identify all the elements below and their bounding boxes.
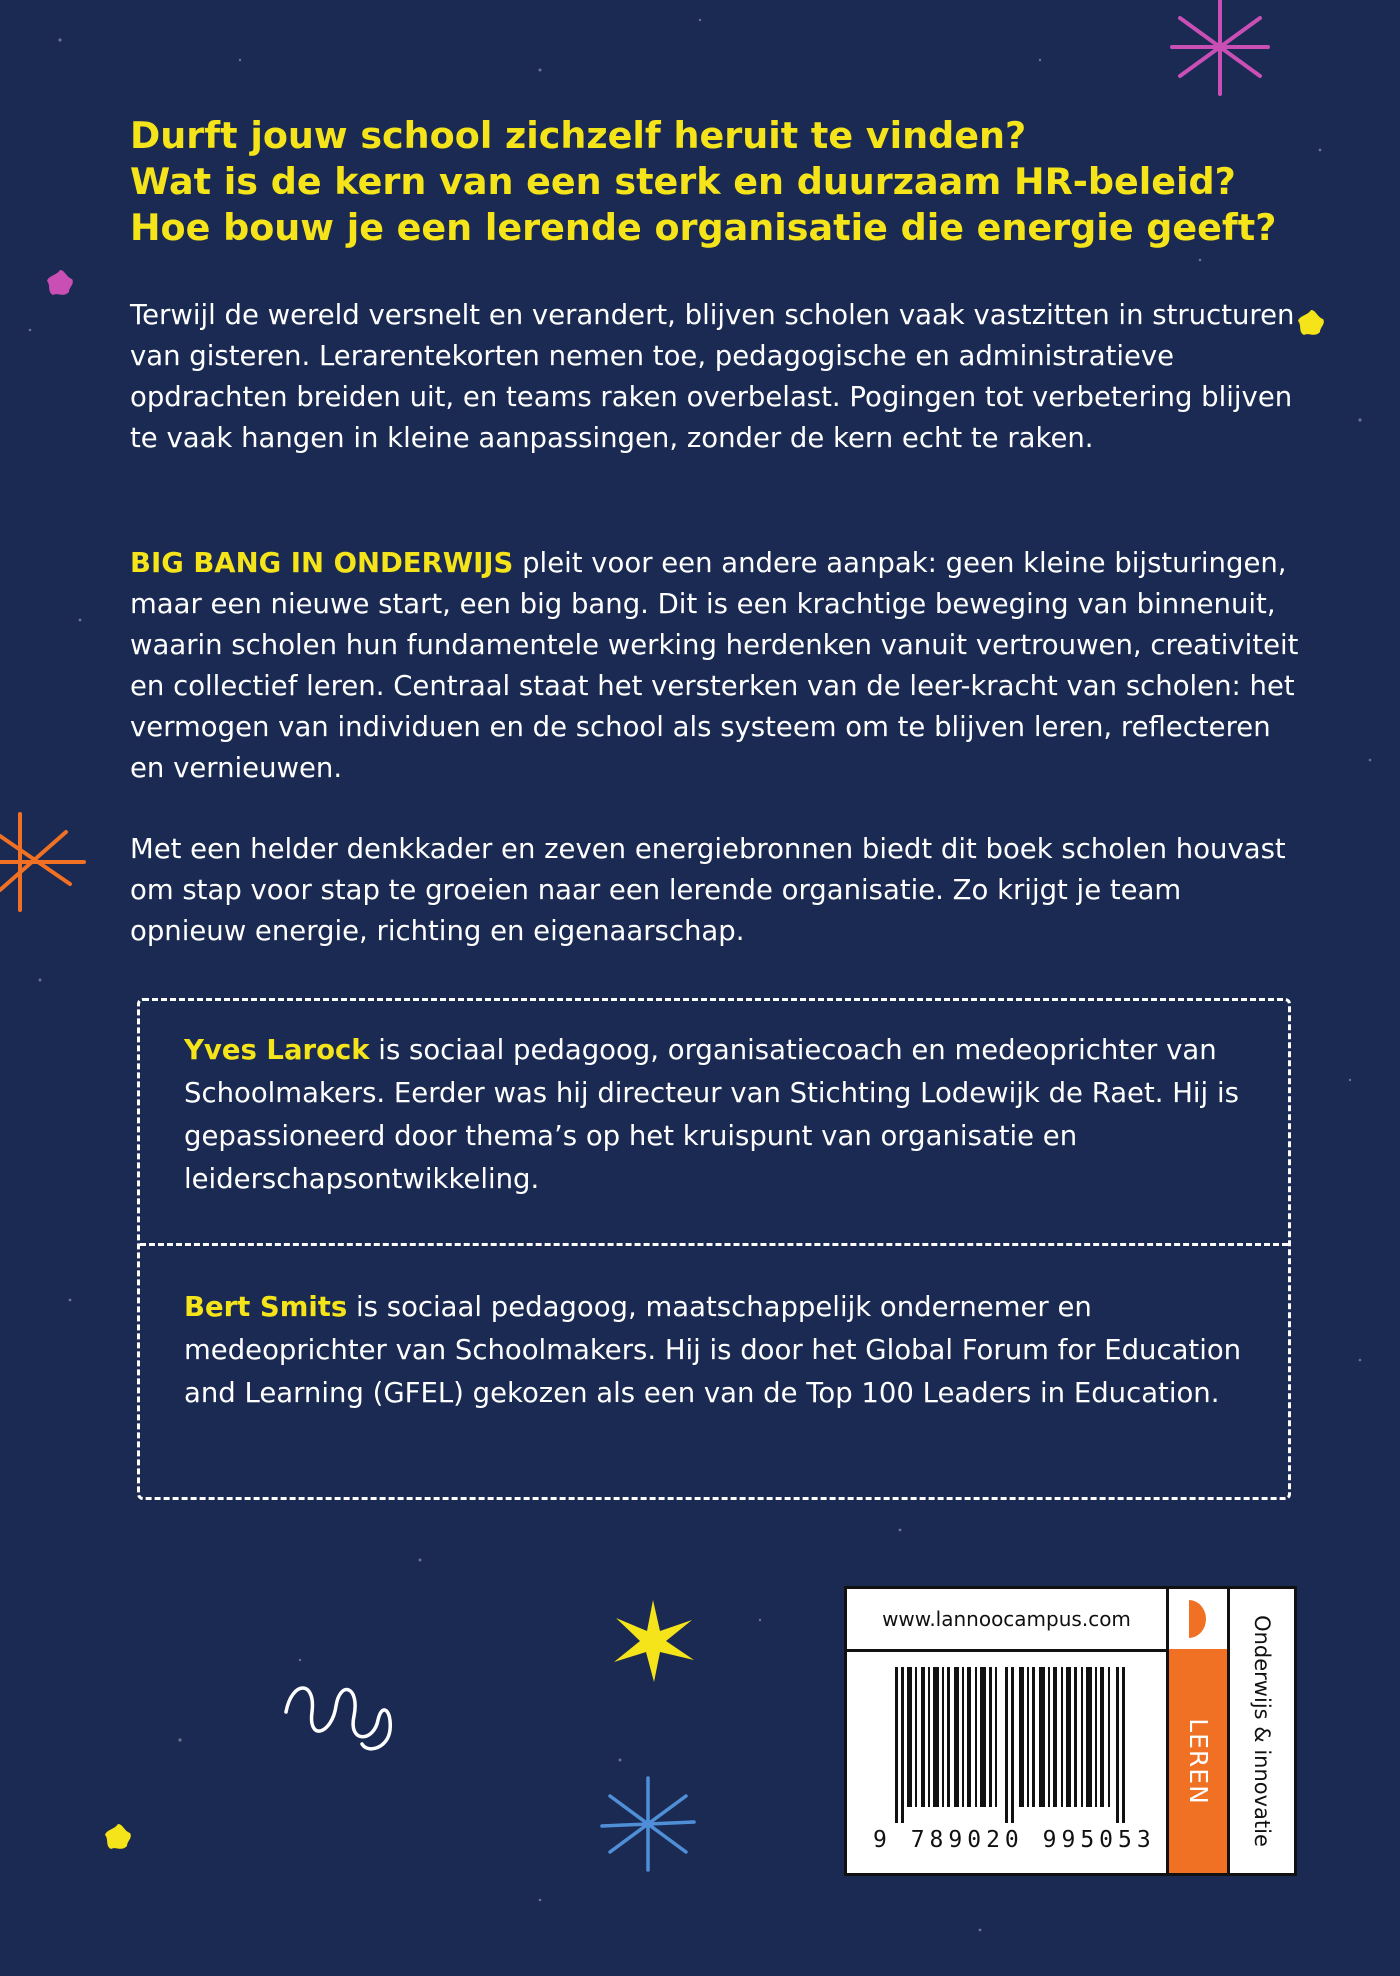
starburst-orange-icon — [0, 812, 86, 912]
starburst-blue-icon — [600, 1776, 696, 1872]
lannoo-half-circle-icon — [1187, 1600, 1211, 1638]
author-bio-text: is sociaal pedagoog, maatschappelijk ondernemer en medeoprichter van Schoolmakers. Hij is door het Global Forum for Education and Learning (GFEL) gekozen als een van de Top 100 Leaders in Education. — [184, 1291, 1242, 1409]
publisher-block — [844, 1586, 1297, 1876]
blob-icon — [1296, 308, 1326, 338]
publisher-url: www.lannoocampus.com — [844, 1586, 1169, 1652]
author-name: Bert Smits — [184, 1291, 348, 1323]
barcode — [844, 1649, 1169, 1876]
squiggle-icon — [282, 1672, 394, 1756]
question-line: Wat is de kern van een sterk en duurzaam HR-beleid? — [130, 160, 1236, 203]
category-label: Onderwijs & innovatie — [1250, 1615, 1275, 1847]
barcode-icon — [895, 1667, 1125, 1823]
headline-questions — [130, 113, 1310, 251]
starburst-yellow-icon — [610, 1598, 696, 1684]
publisher-logo — [1166, 1586, 1230, 1652]
intro-paragraph: Terwijl de wereld versnelt en verandert, blijven scholen vaak vastzitten in structuren van gisteren. Lerarentekorten nemen toe, pedagogische en administratieve opdrachten breiden uit, en teams raken overbelast. Pogingen tot verbetering blijven te vaak hangen in kleine aanpassingen, zonder de kern echt te raken. — [130, 299, 1295, 454]
book-title: BIG BANG IN ONDERWIJS — [130, 547, 514, 579]
blob-icon — [45, 268, 75, 298]
author-bio — [184, 1029, 1264, 1201]
starburst-magenta-icon — [1170, 0, 1270, 98]
category-tab — [1227, 1586, 1297, 1876]
blob-icon — [103, 1822, 133, 1852]
author-bio-text: is sociaal pedagoog, organisatiecoach en medeoprichter van Schoolmakers. Eerder was hij directeur van Stichting Lodewijk de Raet. Hij is gepassioneerd door thema’s op het kruispunt van organisatie en leiderschapsontwikkeling. — [184, 1034, 1239, 1195]
question-line: Durft jouw school zichzelf heruit te vinden? — [130, 114, 1027, 157]
author-name: Yves Larock — [184, 1034, 370, 1066]
book-description: pleit voor een andere aanpak: geen kleine bijsturingen, maar een nieuwe start, een big bang. Dit is een krachtige beweging van binnenuit, waarin scholen hun fundamentele werking herdenken vanuit vertrouwen, creativiteit en collectief leren. Centraal staat het versterken van de leer-kracht van scholen: het vermogen van individuen en de school als systeem om te blijven leren, reflecteren en vernieuwen. — [130, 547, 1299, 784]
question-line: Hoe bouw je een lerende organisatie die energie geeft? — [130, 206, 1277, 249]
series-tab — [1166, 1649, 1230, 1876]
series-label: LEREN — [1183, 1717, 1213, 1805]
book-paragraph — [130, 543, 1300, 789]
author-divider — [140, 1243, 1288, 1246]
author-bio — [184, 1286, 1264, 1415]
closing-paragraph: Met een helder denkkader en zeven energiebronnen biedt dit boek scholen houvast om stap voor stap te groeien naar een lerende organisatie. Zo krijgt je team opnieuw energie, richting en eigenaarschap. — [130, 833, 1286, 947]
isbn-digits: 9 789020 995053 — [873, 1827, 1156, 1853]
